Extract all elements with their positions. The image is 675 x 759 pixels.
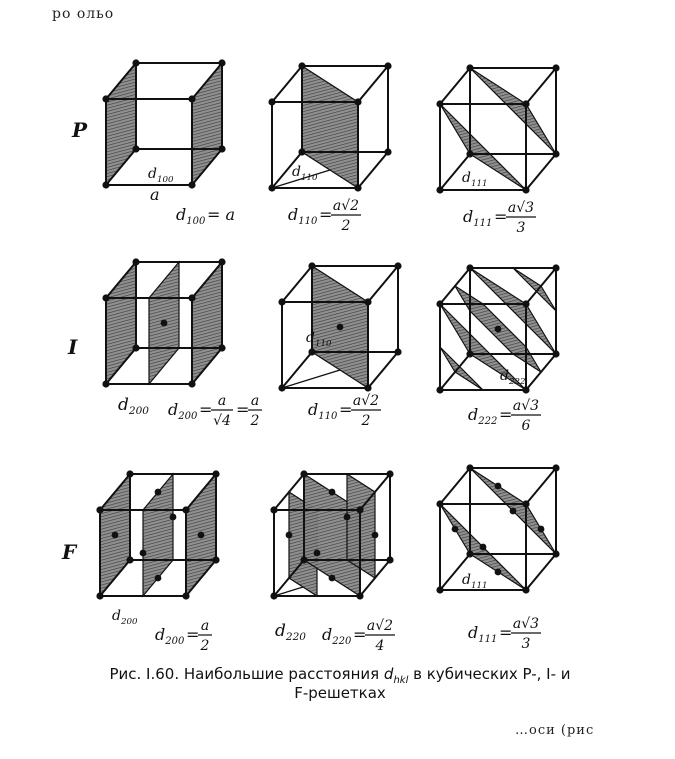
- lattice-atom: [522, 100, 529, 107]
- equation-lhs: $d_{111}$: [468, 623, 498, 645]
- equation-fraction: [331, 198, 361, 234]
- face-center-atom: [480, 544, 487, 551]
- lattice-atom: [218, 59, 225, 66]
- fraction-denominator: 3: [516, 220, 526, 236]
- caption-prefix: Рис. I.60. Наибольшие расстояния: [109, 665, 384, 683]
- plane-111-a: [440, 104, 526, 190]
- equals-sign: =: [199, 400, 213, 419]
- lattice-atom: [212, 470, 219, 477]
- lattice-atom: [132, 59, 139, 66]
- fraction-numerator: a: [217, 393, 227, 409]
- lattice-atom: [552, 150, 559, 157]
- cube-edge: [526, 554, 556, 590]
- cube-edge: [282, 352, 312, 388]
- spacing-label-d200-f: $d_{200}$: [112, 608, 138, 627]
- lattice-atom: [188, 380, 195, 387]
- cube-edge: [526, 468, 556, 504]
- fraction-denominator: 3: [521, 636, 531, 652]
- cube-edge: [368, 266, 398, 302]
- face-center-atom: [495, 483, 502, 490]
- lattice-atom: [436, 386, 443, 393]
- equation-d200: [168, 400, 249, 422]
- cube-edge: [272, 66, 302, 102]
- face-center-atom: [538, 526, 545, 533]
- lattice-atom: [218, 344, 225, 351]
- body-center-atom: [495, 326, 502, 333]
- equation-d222: [468, 405, 512, 427]
- fraction-numerator: a√2: [366, 618, 394, 634]
- face-center-atom: [155, 575, 162, 582]
- equation-fraction: [211, 393, 233, 429]
- fraction-numerator: a: [200, 618, 210, 634]
- lattice-atom: [466, 264, 473, 271]
- equation-d110-i: [308, 400, 352, 422]
- lattice-atom: [364, 298, 371, 305]
- equation-d220: [322, 625, 366, 647]
- spacing-label-d111-f: $d_{111}$: [462, 572, 488, 591]
- fraction-numerator: a√3: [512, 398, 540, 414]
- face-center-atom: [372, 532, 379, 539]
- lattice-atom: [308, 262, 315, 269]
- lattice-atom: [436, 100, 443, 107]
- lattice-atom: [126, 556, 133, 563]
- row-label-p: P: [72, 118, 88, 142]
- equation-d200-f: [155, 625, 199, 647]
- fraction-numerator: a√2: [332, 198, 360, 214]
- equation-lhs: $d_{110}$: [308, 400, 338, 422]
- lattice-atom: [218, 258, 225, 265]
- equation-d111: [463, 207, 507, 229]
- lattice-atom: [522, 300, 529, 307]
- spacing-label-d110: $d_{110}$: [306, 330, 332, 349]
- lattice-atom: [552, 264, 559, 271]
- lattice-atom: [308, 348, 315, 355]
- lattice-constant-label: a: [150, 185, 160, 204]
- lattice-atom: [188, 95, 195, 102]
- spacing-label-d111: $d_{111}$: [462, 170, 488, 189]
- equals-sign: =: [319, 205, 333, 224]
- face-center-atom: [286, 532, 293, 539]
- lattice-atom: [466, 150, 473, 157]
- fraction-numerator: a: [250, 393, 260, 409]
- equation-fraction-2: [248, 393, 262, 429]
- equation-fraction: [198, 618, 212, 654]
- equation-lhs: $d_{100}$: [176, 205, 206, 227]
- spacing-label-d220: $d_{220}$: [275, 621, 306, 643]
- lattice-atom: [356, 592, 363, 599]
- face-center-atom: [329, 489, 336, 496]
- equals-sign: =: [494, 207, 508, 226]
- face-center-atom: [314, 550, 321, 557]
- lattice-atom: [182, 592, 189, 599]
- lattice-atom: [552, 64, 559, 71]
- lattice-atom: [384, 62, 391, 69]
- caption-d-symbol: d: [383, 665, 394, 683]
- lattice-atom: [270, 506, 277, 513]
- bottom-text-fragment: …оси (рис: [515, 723, 595, 738]
- lattice-atom: [132, 258, 139, 265]
- equation-fraction: [511, 398, 541, 434]
- lattice-atom: [96, 506, 103, 513]
- lattice-atom: [522, 386, 529, 393]
- equation-lhs: $d_{222}$: [468, 405, 498, 427]
- cube-edge: [526, 68, 556, 104]
- lattice-atom: [386, 470, 393, 477]
- lattice-atom: [386, 556, 393, 563]
- lattice-atom: [298, 148, 305, 155]
- lattice-atom: [102, 95, 109, 102]
- plane-110: [302, 66, 358, 188]
- lattice-atom: [182, 506, 189, 513]
- row-label-f: F: [62, 540, 77, 564]
- caption-suffix: в кубических P-, I- и: [408, 665, 571, 683]
- lattice-atom: [126, 470, 133, 477]
- cube-edge: [440, 468, 470, 504]
- cube-edge: [282, 266, 312, 302]
- spacing-label-d222: $d_{222}$: [500, 368, 526, 387]
- equation-d111-f: [468, 623, 512, 645]
- face-center-atom: [452, 526, 459, 533]
- face-center-atom: [112, 532, 119, 539]
- spacing-label-d200: $d_{200}$: [118, 395, 149, 417]
- lattice-atom: [394, 348, 401, 355]
- figure-caption-line-2: F-решетках: [294, 684, 386, 702]
- equation-fraction: [506, 200, 536, 236]
- row-label-i: I: [68, 335, 78, 359]
- equals-sign: =: [236, 400, 250, 419]
- fraction-denominator: 4: [375, 638, 385, 654]
- lattice-atom: [132, 344, 139, 351]
- fraction-denominator: 2: [341, 218, 351, 234]
- cube-edge: [368, 352, 398, 388]
- equation-fraction: [351, 393, 381, 429]
- face-center-atom: [329, 575, 336, 582]
- face-center-atom: [510, 508, 517, 515]
- equation-rhs: = a: [207, 205, 236, 224]
- lattice-atom: [102, 294, 109, 301]
- top-text-fragment: ро ольо: [52, 6, 115, 22]
- lattice-atom: [300, 556, 307, 563]
- equation-lhs: $d_{200}$: [168, 400, 198, 422]
- lattice-atom: [268, 98, 275, 105]
- face-center-atom: [344, 514, 351, 521]
- fraction-denominator: 2: [250, 413, 260, 429]
- equals-sign: =: [186, 625, 200, 644]
- face-center-atom: [155, 489, 162, 496]
- lattice-atom: [364, 384, 371, 391]
- cube-edge: [526, 154, 556, 190]
- lattice-atom: [436, 186, 443, 193]
- spacing-label-d110: $d_{110}$: [292, 164, 318, 183]
- lattice-atom: [356, 506, 363, 513]
- lattice-atom: [466, 64, 473, 71]
- fraction-numerator: a√3: [507, 200, 535, 216]
- lattice-atom: [552, 550, 559, 557]
- body-center-atom: [337, 324, 344, 331]
- fraction-numerator: a√3: [512, 616, 540, 632]
- lattice-atom: [102, 380, 109, 387]
- lattice-atom: [436, 300, 443, 307]
- fraction-numerator: a√2: [352, 393, 380, 409]
- face-center-atom: [140, 550, 147, 557]
- lattice-atom: [218, 145, 225, 152]
- lattice-atom: [394, 262, 401, 269]
- equation-fraction: [511, 616, 541, 652]
- lattice-atom: [132, 145, 139, 152]
- fraction-denominator: 2: [200, 638, 210, 654]
- lattice-atom: [188, 294, 195, 301]
- face-center-atom: [198, 532, 205, 539]
- face-center-atom: [495, 569, 502, 576]
- lattice-atom: [436, 500, 443, 507]
- lattice-atom: [466, 350, 473, 357]
- body-center-atom: [161, 320, 168, 327]
- caption-hkl-subscript: hkl: [393, 675, 409, 686]
- lattice-atom: [436, 586, 443, 593]
- equation-lhs: $d_{111}$: [463, 207, 493, 229]
- lattice-atom: [212, 556, 219, 563]
- lattice-atom: [300, 470, 307, 477]
- lattice-atom: [522, 186, 529, 193]
- cube-edge: [358, 66, 388, 102]
- equation-lhs: $d_{220}$: [322, 625, 352, 647]
- lattice-atom: [466, 464, 473, 471]
- lattice-atom: [552, 464, 559, 471]
- equals-sign: =: [339, 400, 353, 419]
- lattice-atom: [278, 298, 285, 305]
- lattice-atom: [522, 586, 529, 593]
- lattice-atom: [522, 500, 529, 507]
- lattice-atom: [466, 550, 473, 557]
- equation-lhs: $d_{200}$: [155, 625, 185, 647]
- lattice-atom: [384, 148, 391, 155]
- fraction-denominator: √4: [213, 413, 231, 429]
- fraction-denominator: 2: [361, 413, 371, 429]
- cube-edge: [358, 152, 388, 188]
- face-center-atom: [170, 514, 177, 521]
- equals-sign: =: [353, 625, 367, 644]
- lattice-atom: [298, 62, 305, 69]
- fraction-denominator: 6: [521, 418, 531, 434]
- equals-sign: =: [499, 623, 513, 642]
- equation-lhs: $d_{110}$: [288, 205, 318, 227]
- spacing-label-d100: $d_{100}$: [148, 166, 174, 185]
- lattice-atom: [354, 184, 361, 191]
- equation-fraction: [365, 618, 395, 654]
- plane-111-b: [470, 68, 556, 154]
- equals-sign: =: [499, 405, 513, 424]
- equation-d100: [176, 205, 235, 227]
- lattice-atom: [354, 98, 361, 105]
- lattice-atom: [552, 350, 559, 357]
- cube-edge: [440, 68, 470, 104]
- equation-d110: [288, 205, 332, 227]
